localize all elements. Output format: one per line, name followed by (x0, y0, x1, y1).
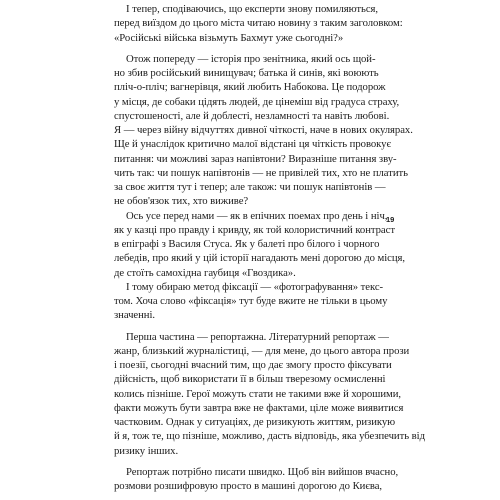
text-line: І тому обираю метод фіксації — «фотографування» текс- (126, 280, 384, 293)
text-line: дійсність, щоб використати її в більш тверезому осмисленні (114, 373, 386, 386)
text-line: Отож попереду — історія про зенітника, який ось щой- (126, 52, 376, 65)
text-line: як у казці про правду і кривду, як той колористичний контраст (114, 223, 395, 236)
text-line: за своє життя тут і тепер; але також: чи пошук напівтонів — (114, 181, 386, 193)
text-line: жанр, близький журналістиці, — для мене, до цього автора прози (114, 344, 410, 357)
text-line: Ще й унаслідок критично малої відстані ця чіткість провокує (114, 138, 391, 151)
text-line: значенні. (114, 309, 156, 322)
text-line: й я, тож те, що пізніше, можливо, дасть відповідь, яка убезпечить від (114, 430, 425, 443)
text-line: в епіграфі з Василя Стуса. Як у балеті про білого і чорного (114, 238, 380, 250)
text-line: том. Хоча слово «фіксація» тут буде вжите не тільки в цьому (114, 295, 388, 307)
paragraph (114, 330, 425, 458)
text-line: спустошеності, але й доблесті, незламності та навіть любові. (114, 109, 390, 122)
text-line: колись пізніше. Герої можуть стати не такими вже й хорошими, (114, 387, 402, 400)
text-line: не обов'язок тих, хто виживе? (114, 195, 249, 208)
text-line: Перша частина — репортажна. Літературний репортаж — (126, 330, 389, 343)
text-line: і поезії, сьогодні вчасний тим, що дає змогу просто фіксувати (114, 359, 392, 371)
paragraph (114, 280, 388, 323)
text-line: факти можуть бути завтра вже не фактами, ціле може виявитися (114, 401, 404, 414)
text-line: де стоїть самохідна гаубиця «Гвоздика». (114, 266, 296, 279)
text-line: лебедів, про який у цій історії нагадають мені дорогою до місця, (114, 252, 406, 265)
text-line: пліч-о-пліч; вагнерівця, який любить Набокова. Це подорож (114, 81, 386, 94)
text-line: перед виїздом до цього міста читаю новину з таким заголовком: (114, 17, 403, 30)
text-line: Я — через війну відчуттях дивної чіткості, наче в нових окулярах. (114, 124, 413, 136)
paragraph (114, 2, 403, 45)
text-line: частковим. Однак у ситуаціях, де ризикують життям, ризикую (114, 416, 396, 428)
paragraph (114, 465, 399, 494)
text-line: ризику інших. (114, 444, 179, 457)
text-line: І тепер, сподіваючись, що експерти знову помиляються, (126, 3, 379, 15)
text-line: розмови розшифровую просто в машині дорогою до Києва, (114, 480, 383, 492)
text-line: Репортаж потрібно писати швидко. Щоб він вийшов вчасно, (126, 465, 399, 478)
text-line: чить так: чи пошук напівтонів — не привілей тих, хто не платить (114, 166, 408, 179)
paragraph (114, 52, 413, 209)
text-line: но збив російський винищувач; батька й синів, які воюють (114, 67, 379, 79)
text-line: у місця, де собаки цідять людей, де цінеміш від градуса страху, (114, 95, 400, 108)
text-line: «Російські війська візьмуть Бахмут уже сьогодні?» (114, 31, 344, 44)
page-number: 19 (386, 215, 395, 224)
text-line: Ось усе перед нами — як в епічних поемах про день і ніч, (126, 209, 388, 222)
text-line: питання: чи можливі зараз напівтони? Виразніше питання зву- (114, 152, 397, 165)
